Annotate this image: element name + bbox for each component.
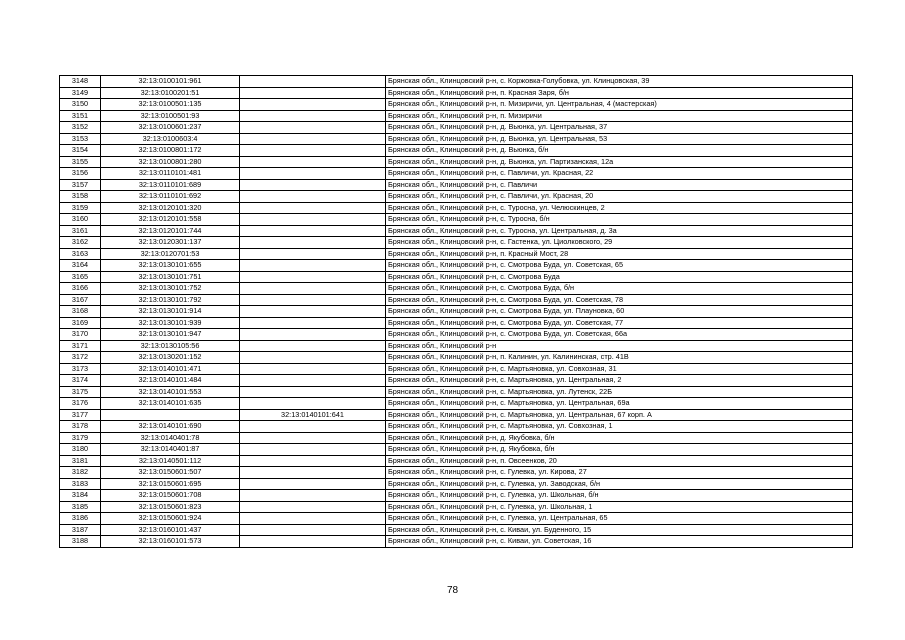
cadastral-number: 32:13:0100501:93 [101,110,240,122]
table-row [60,122,853,134]
row-number: 3183 [60,478,101,490]
cadastral-number: 32:13:0140401:78 [101,432,240,444]
address: Брянская обл., Клинцовский р-н, с. Гулевка, ул. Школьная, 1 [386,501,853,513]
cadastral-number-alt [240,490,386,502]
cadastral-number-alt [240,294,386,306]
cadastral-number: 32:13:0150601:924 [101,513,240,525]
table-row [60,260,853,272]
table-row [60,168,853,180]
cadastral-number-alt [240,214,386,226]
cadastral-number-alt [240,248,386,260]
address: Брянская обл., Клинцовский р-н, с. Киваи, ул. Буденного, 15 [386,524,853,536]
address: Брянская обл., Клинцовский р-н, д. Якубовка, б/н [386,444,853,456]
table-row [60,375,853,387]
row-number: 3184 [60,490,101,502]
row-number: 3181 [60,455,101,467]
address: Брянская обл., Клинцовский р-н, с. Гулевка, ул. Школьная, б/н [386,490,853,502]
cadastral-number-alt [240,455,386,467]
address: Брянская обл., Клинцовский р-н, с. Смотрова Буда, б/н [386,283,853,295]
table-row [60,524,853,536]
table-row [60,421,853,433]
cadastral-number: 32:13:0160101:437 [101,524,240,536]
row-number: 3150 [60,99,101,111]
cadastral-number: 32:13:0120101:320 [101,202,240,214]
address: Брянская обл., Клинцовский р-н, с. Смотрова Буда, ул. Плауновка, 60 [386,306,853,318]
cadastral-number-alt [240,467,386,479]
cadastral-number: 32:13:0100603:4 [101,133,240,145]
table-row [60,340,853,352]
cadastral-number: 32:13:0120701:53 [101,248,240,260]
cadastral-number-alt [240,306,386,318]
table-row [60,271,853,283]
cadastral-number: 32:13:0120101:744 [101,225,240,237]
cadastral-number-alt [240,76,386,88]
row-number: 3188 [60,536,101,548]
table-row [60,317,853,329]
table-row [60,283,853,295]
address: Брянская обл., Клинцовский р-н, с. Мартьяновка, ул. Лутенск, 22Б [386,386,853,398]
address: Брянская обл., Клинцовский р-н, с. Мартьяновка, ул. Центральная, 69а [386,398,853,410]
cadastral-number-alt [240,352,386,364]
row-number: 3168 [60,306,101,318]
cadastral-number-alt [240,260,386,272]
cadastral-number-alt [240,168,386,180]
cadastral-number: 32:13:0150601:507 [101,467,240,479]
address: Брянская обл., Клинцовский р-н, с. Мартьяновка, ул. Центральная, 67 корп. А [386,409,853,421]
address: Брянская обл., Клинцовский р-н, с. Гастенка, ул. Циолковского, 29 [386,237,853,249]
cadastral-number: 32:13:0110101:689 [101,179,240,191]
address: Брянская обл., Клинцовский р-н, д. Вьюнка, ул. Центральная, 37 [386,122,853,134]
row-number: 3156 [60,168,101,180]
address: Брянская обл., Клинцовский р-н, с. Мартьяновка, ул. Центральная, 2 [386,375,853,387]
cadastral-number: 32:13:0130101:751 [101,271,240,283]
address: Брянская обл., Клинцовский р-н, п. Мизиричи, ул. Центральная, 4 (мастерская) [386,99,853,111]
cadastral-number-alt [240,524,386,536]
cadastral-number: 32:13:0100801:172 [101,145,240,157]
address: Брянская обл., Клинцовский р-н, п. Красная Заря, б/н [386,87,853,99]
cadastral-number: 32:13:0120101:558 [101,214,240,226]
table-row [60,306,853,318]
table-row [60,76,853,88]
address: Брянская обл., Клинцовский р-н, п. Мизиричи [386,110,853,122]
registry-table [59,75,853,548]
row-number: 3149 [60,87,101,99]
address: Брянская обл., Клинцовский р-н, д. Вьюнка, б/н [386,145,853,157]
row-number: 3162 [60,237,101,249]
table-row [60,513,853,525]
table-row [60,133,853,145]
cadastral-number: 32:13:0130201:152 [101,352,240,364]
address: Брянская обл., Клинцовский р-н, с. Мартьяновка, ул. Совхозная, 31 [386,363,853,375]
row-number: 3158 [60,191,101,203]
row-number: 3169 [60,317,101,329]
cadastral-number: 32:13:0140101:690 [101,421,240,433]
cadastral-number-alt [240,536,386,548]
row-number: 3167 [60,294,101,306]
row-number: 3179 [60,432,101,444]
cadastral-number-alt [240,145,386,157]
cadastral-number: 32:13:0140401:87 [101,444,240,456]
row-number: 3160 [60,214,101,226]
cadastral-number-alt [240,271,386,283]
table-row [60,432,853,444]
row-number: 3174 [60,375,101,387]
cadastral-number: 32:13:0130101:947 [101,329,240,341]
cadastral-number-alt [240,283,386,295]
row-number: 3187 [60,524,101,536]
cadastral-number: 32:13:0140501:112 [101,455,240,467]
cadastral-number-alt [240,87,386,99]
row-number: 3155 [60,156,101,168]
table-row [60,179,853,191]
cadastral-number: 32:13:0110101:692 [101,191,240,203]
row-number: 3148 [60,76,101,88]
table-row [60,363,853,375]
row-number: 3152 [60,122,101,134]
row-number: 3175 [60,386,101,398]
address: Брянская обл., Клинцовский р-н, с. Киваи, ул. Советская, 16 [386,536,853,548]
cadastral-number: 32:13:0140101:553 [101,386,240,398]
row-number: 3178 [60,421,101,433]
cadastral-number-alt [240,133,386,145]
table-row [60,202,853,214]
address: Брянская обл., Клинцовский р-н, с. Смотрова Буда, ул. Советская, 66а [386,329,853,341]
row-number: 3163 [60,248,101,260]
table-row [60,352,853,364]
cadastral-number: 32:13:0130101:914 [101,306,240,318]
cadastral-number: 32:13:0140101:471 [101,363,240,375]
table-row [60,386,853,398]
address: Брянская обл., Клинцовский р-н, с. Смотрова Буда, ул. Советская, 78 [386,294,853,306]
address: Брянская обл., Клинцовский р-н, с. Коржовка-Голубовка, ул. Клинцовская, 39 [386,76,853,88]
address: Брянская обл., Клинцовский р-н [386,340,853,352]
table-row [60,536,853,548]
cadastral-number-alt [240,363,386,375]
row-number: 3161 [60,225,101,237]
row-number: 3153 [60,133,101,145]
cadastral-number-alt: 32:13:0140101:641 [240,409,386,421]
table-row [60,444,853,456]
cadastral-number-alt [240,317,386,329]
cadastral-number-alt [240,179,386,191]
table-row [60,409,853,421]
address: Брянская обл., Клинцовский р-н, с. Туросна, б/н [386,214,853,226]
cadastral-number: 32:13:0100801:280 [101,156,240,168]
row-number: 3159 [60,202,101,214]
address: Брянская обл., Клинцовский р-н, д. Якубовка, б/н [386,432,853,444]
cadastral-number-alt [240,478,386,490]
cadastral-number-alt [240,432,386,444]
cadastral-number-alt [240,122,386,134]
table-row [60,225,853,237]
table-row [60,467,853,479]
cadastral-number: 32:13:0130101:655 [101,260,240,272]
row-number: 3180 [60,444,101,456]
table-row [60,237,853,249]
address: Брянская обл., Клинцовский р-н, с. Туросна, ул. Челюскинцев, 2 [386,202,853,214]
cadastral-number: 32:13:0100101:961 [101,76,240,88]
cadastral-number: 32:13:0100501:135 [101,99,240,111]
cadastral-number-alt [240,340,386,352]
cadastral-number: 32:13:0100201:51 [101,87,240,99]
cadastral-number: 32:13:0130101:939 [101,317,240,329]
cadastral-number-alt [240,501,386,513]
table-row [60,455,853,467]
address: Брянская обл., Клинцовский р-н, с. Смотрова Буда, ул. Советская, 77 [386,317,853,329]
address: Брянская обл., Клинцовский р-н, п. Калинин, ул. Калининская, стр. 41В [386,352,853,364]
table-row [60,490,853,502]
row-number: 3164 [60,260,101,272]
cadastral-number-alt [240,513,386,525]
row-number: 3182 [60,467,101,479]
address: Брянская обл., Клинцовский р-н, с. Гулевка, ул. Заводская, б/н [386,478,853,490]
table-row [60,191,853,203]
address: Брянская обл., Клинцовский р-н, с. Павличи, ул. Красная, 22 [386,168,853,180]
table-row [60,214,853,226]
registry-table-body [60,76,853,548]
table-row [60,145,853,157]
cadastral-number-alt [240,386,386,398]
cadastral-number: 32:13:0120301:137 [101,237,240,249]
cadastral-number-alt [240,237,386,249]
row-number: 3166 [60,283,101,295]
cadastral-number: 32:13:0110101:481 [101,168,240,180]
address: Брянская обл., Клинцовский р-н, п. Красный Мост, 28 [386,248,853,260]
address: Брянская обл., Клинцовский р-н, п. Овсеенков, 20 [386,455,853,467]
address: Брянская обл., Клинцовский р-н, с. Гулевка, ул. Кирова, 27 [386,467,853,479]
address: Брянская обл., Клинцовский р-н, д. Вьюнка, ул. Партизанская, 12а [386,156,853,168]
address: Брянская обл., Клинцовский р-н, д. Вьюнка, ул. Центральная, 53 [386,133,853,145]
cadastral-number-alt [240,99,386,111]
cadastral-number: 32:13:0140101:635 [101,398,240,410]
row-number: 3177 [60,409,101,421]
row-number: 3186 [60,513,101,525]
cadastral-number: 32:13:0100601:237 [101,122,240,134]
row-number: 3151 [60,110,101,122]
cadastral-number-alt [240,202,386,214]
cadastral-number [101,409,240,421]
cadastral-number-alt [240,375,386,387]
table-row [60,501,853,513]
cadastral-number-alt [240,156,386,168]
row-number: 3176 [60,398,101,410]
cadastral-number: 32:13:0130101:792 [101,294,240,306]
address: Брянская обл., Клинцовский р-н, с. Смотрова Буда [386,271,853,283]
table-row [60,478,853,490]
row-number: 3165 [60,271,101,283]
cadastral-number-alt [240,398,386,410]
row-number: 3157 [60,179,101,191]
row-number: 3172 [60,352,101,364]
cadastral-number-alt [240,225,386,237]
cadastral-number: 32:13:0160101:573 [101,536,240,548]
row-number: 3173 [60,363,101,375]
cadastral-number-alt [240,444,386,456]
cadastral-number-alt [240,191,386,203]
cadastral-number: 32:13:0150601:695 [101,478,240,490]
page-number: 78 [446,585,459,596]
table-row [60,294,853,306]
cadastral-number-alt [240,421,386,433]
row-number: 3170 [60,329,101,341]
table-row [60,156,853,168]
row-number: 3185 [60,501,101,513]
address: Брянская обл., Клинцовский р-н, с. Павличи, ул. Красная, 20 [386,191,853,203]
cadastral-number: 32:13:0150601:708 [101,490,240,502]
table-row [60,329,853,341]
table-row [60,110,853,122]
row-number: 3171 [60,340,101,352]
table-row [60,248,853,260]
address: Брянская обл., Клинцовский р-н, с. Мартьяновка, ул. Совхозная, 1 [386,421,853,433]
cadastral-number-alt [240,329,386,341]
row-number: 3154 [60,145,101,157]
address: Брянская обл., Клинцовский р-н, с. Гулевка, ул. Центральная, 65 [386,513,853,525]
address: Брянская обл., Клинцовский р-н, с. Смотрова Буда, ул. Советская, 65 [386,260,853,272]
table-row [60,99,853,111]
cadastral-number: 32:13:0130101:752 [101,283,240,295]
cadastral-number: 32:13:0130105:56 [101,340,240,352]
address: Брянская обл., Клинцовский р-н, с. Туросна, ул. Центральная, д. 3а [386,225,853,237]
cadastral-number-alt [240,110,386,122]
cadastral-number: 32:13:0140101:484 [101,375,240,387]
address: Брянская обл., Клинцовский р-н, с. Павличи [386,179,853,191]
table-row [60,87,853,99]
cadastral-number: 32:13:0150601:823 [101,501,240,513]
table-row [60,398,853,410]
